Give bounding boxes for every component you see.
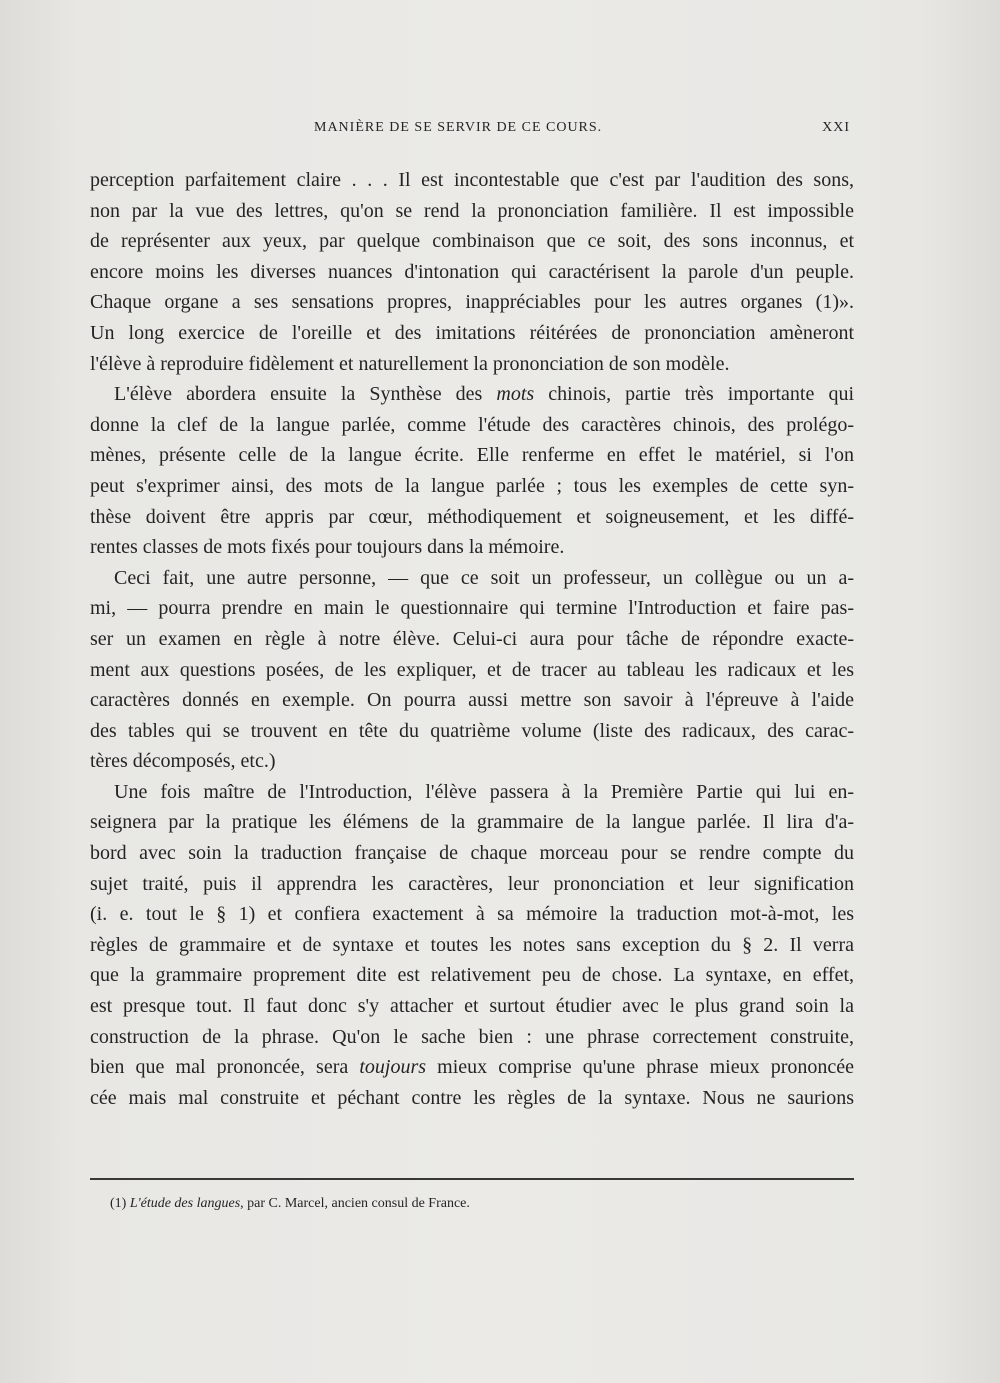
text-line: (i. e. tout le § 1) et confiera exactement à sa mémoire la traduction mot-à-mot, les [90, 903, 854, 926]
text-segment: L'élève abordera ensuite la Synthèse des [114, 383, 497, 406]
text-line: l'élève à reproduire fidèlement et naturellement la prononciation de son modèle. [90, 352, 730, 375]
text-line: rentes classes de mots fixés pour toujours dans la mémoire. [90, 536, 565, 559]
text-line: bord avec soin la traduction française de chaque morceau pour se rendre compte du [90, 842, 854, 865]
text-line: thèse doivent être appris par cœur, méthodiquement et soigneusement, et les diffé- [90, 505, 854, 528]
page-number: XXI [822, 120, 850, 135]
text-line: Une fois maître de l'Introduction, l'élève passera à la Première Partie qui lui en- [114, 780, 854, 803]
text-line: construction de la phrase. Qu'on le sache bien : une phrase correctement construite, [90, 1025, 854, 1048]
text-line: caractères donnés en exemple. On pourra aussi mettre son savoir à l'épreuve à l'aide [90, 689, 854, 712]
footnote-divider [90, 1178, 854, 1180]
text-segment: bien que mal prononcée, sera [90, 1056, 360, 1079]
text-line: perception parfaitement claire . . . Il est incontestable que c'est par l'audition des sons, [90, 169, 854, 191]
running-title: MANIÈRE DE SE SERVIR DE CE COURS. [314, 120, 603, 135]
text-line: Un long exercice de l'oreille et des imitations réitérées de prononciation amèneront [90, 321, 854, 344]
footnote-title: L'étude des langues [129, 1196, 241, 1211]
italic-word: mots [496, 383, 535, 406]
footnote-text: , par C. Marcel, ancien consul de France. [240, 1196, 470, 1211]
text-line: de représenter aux yeux, par quelque combinaison que ce soit, des sons inconnus, et [90, 230, 854, 253]
running-head [90, 120, 850, 142]
text-line: cée mais mal construite et péchant contre les règles de la syntaxe. Nous ne saurions [90, 1086, 854, 1109]
text-line: Ceci fait, une autre personne, — que ce soit un professeur, un collègue ou un a- [114, 566, 854, 589]
text-line: ment aux questions posées, de les expliquer, et de tracer au tableau les radicaux et les [90, 658, 854, 681]
text-line [90, 1052, 854, 1083]
text-line: mi, — pourra prendre en main le questionnaire qui termine l'Introduction et faire pas- [90, 597, 854, 620]
text-line: sujet traité, puis il apprendra les caractères, leur prononciation et leur signification [90, 872, 854, 895]
text-line: des tables qui se trouvent en tête du quatrième volume (liste des radicaux, des carac- [90, 719, 854, 742]
text-line: tères décomposés, etc.) [90, 750, 276, 773]
footnote [110, 1196, 470, 1212]
italic-word: toujours [359, 1056, 427, 1079]
text-line: est presque tout. Il faut donc s'y attacher et surtout étudier avec le plus grand soin la [90, 995, 854, 1018]
text-line: règles de grammaire et de syntaxe et toutes les notes sans exception du § 2. Il verra [90, 933, 854, 956]
text-line [90, 379, 854, 410]
footnote-marker: (1) [110, 1196, 127, 1211]
text-line: peut s'exprimer ainsi, des mots de la langue parlée ; tous les exemples de cette syn- [90, 474, 854, 497]
text-line: encore moins les diverses nuances d'intonation qui caractérisent la parole d'un peuple. [90, 260, 854, 283]
text-line: non par la vue des lettres, qu'on se rend la prononciation familière. Il est impossible [90, 199, 854, 222]
text-line: Chaque organe a ses sensations propres, inappréciables pour les autres organes (1)». [90, 291, 854, 314]
text-line: que la grammaire proprement dite est relativement peu de chose. La syntaxe, en effet, [90, 964, 854, 987]
text-line: seignera par la pratique les élémens de la grammaire de la langue parlée. Il lira d'a- [90, 811, 854, 834]
body-text [90, 165, 854, 1113]
text-line: mènes, présente celle de la langue écrite. Elle renferme en effet le matériel, si l'on [90, 444, 854, 467]
text-segment: chinois, partie très importante qui [534, 383, 855, 406]
text-line: ser un examen en règle à notre élève. Celui-ci aura pour tâche de répondre exacte- [90, 627, 854, 650]
text-line: donne la clef de la langue parlée, comme l'étude des caractères chinois, des prolégo- [90, 413, 854, 436]
text-segment: mieux comprise qu'une phrase mieux prononcée [426, 1056, 854, 1079]
